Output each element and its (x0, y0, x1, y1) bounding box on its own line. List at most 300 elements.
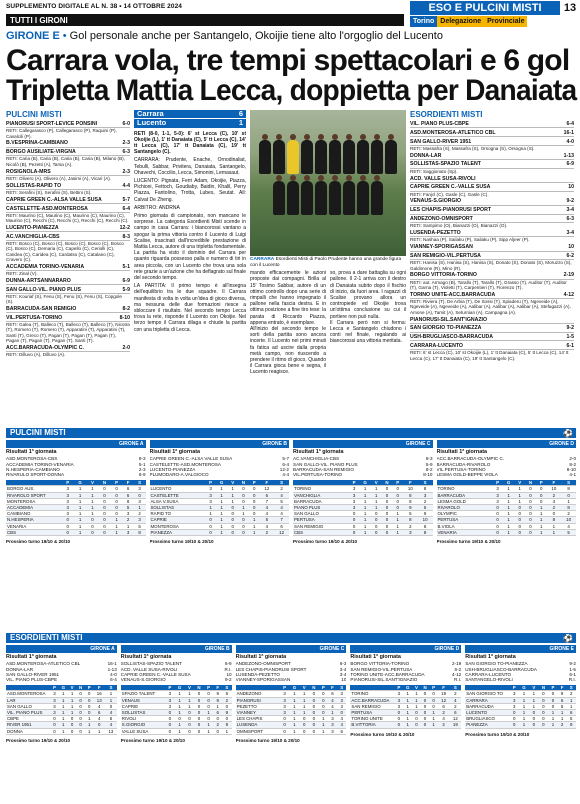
table-cell: 0 (185, 722, 194, 728)
group-subtitle: Risultati 1ª giornata (120, 654, 172, 661)
table-cell: 1 (122, 523, 133, 529)
table-cell: 0 (309, 703, 319, 709)
list-item (410, 216, 574, 229)
match-scorers: RETI: Caria (B), Caria (B), Caria (B), Caria (B), Milano (B), Nicolò (B), Pezetti (A), Tarsa (A). (6, 156, 125, 167)
table-cell: 1 (87, 511, 99, 517)
table-cell: 1 (216, 505, 228, 511)
result-row (6, 472, 146, 477)
table-cell: 0 (227, 529, 238, 535)
list-item (410, 161, 574, 174)
table-cell: 3 (165, 703, 174, 709)
result-score: 8-2 (425, 466, 433, 472)
table-cell: 1 (319, 716, 328, 722)
match-score: 10 (568, 184, 574, 191)
table-cell: P (249, 480, 260, 486)
list-item (410, 184, 574, 197)
table-cell: 0 (429, 697, 437, 703)
table-cell: 2 (274, 486, 289, 492)
table-cell: 0 (194, 691, 204, 697)
table-cell: 0 (111, 505, 123, 511)
table-cell: 4 (93, 703, 105, 709)
table-cell: S (561, 480, 576, 486)
match-scorers: RETI: Sampimo (O), Bianazzi (O), Bianazzi (O). (410, 223, 508, 229)
table-cell: 1 (503, 517, 515, 523)
table-cell: 0 (194, 710, 204, 716)
table-cell: 1 (249, 523, 260, 529)
table-cell: ALSA V.SUSA (150, 498, 206, 504)
next-round: Prossimo turno 19/10 & 20/10 (6, 539, 71, 545)
table-cell: 3 (205, 492, 216, 498)
table-cell: 0 (525, 486, 536, 492)
table-cell: 1 (87, 492, 99, 498)
table-cell: 0 (68, 722, 76, 728)
list-item (6, 345, 130, 358)
table-cell: P (548, 685, 557, 691)
table-cell: 3 (349, 498, 360, 504)
table-cell: 1 (227, 492, 238, 498)
article-columns (250, 270, 406, 375)
table-cell: LAR (6, 697, 50, 703)
result-score: 1-13 (107, 666, 117, 672)
table-cell: 1 (59, 722, 68, 728)
table-cell: P (50, 685, 58, 691)
match-teams: TORINO UNITE-ACC.BARRACUDA (410, 291, 496, 298)
table-cell: 6 (213, 710, 222, 716)
table-cell: 6 (438, 703, 450, 709)
list-item (410, 292, 574, 315)
table-cell: 0 (98, 498, 110, 504)
table-cell: 9 (567, 722, 576, 728)
table-cell: 0 (68, 728, 76, 734)
page-number: 13 (563, 2, 577, 14)
table-cell: 0 (349, 529, 360, 535)
table-cell: VENARIA (6, 523, 62, 529)
result-teams: PLUMODARO-A.VALGIOCO (149, 472, 209, 478)
table-cell: 0 (238, 486, 249, 492)
result-teams: VIL.PERTUSA-TORINO (436, 466, 486, 472)
result-score: R.I. (224, 666, 232, 672)
table-cell: 1 (59, 710, 68, 716)
table-cell: 4 (260, 511, 275, 517)
table-cell: SAN GALLO (293, 511, 349, 517)
result-score: 6-1 (569, 671, 576, 677)
table-cell: 3 (337, 703, 346, 709)
table-cell: 3 (280, 703, 289, 709)
table-cell: 3 (328, 716, 337, 722)
table-cell: N (238, 480, 249, 486)
table-cell: 1 (392, 529, 403, 535)
ball-icon: ⚽ (563, 634, 573, 643)
table-cell: VENAUS (121, 697, 165, 703)
table-cell: 0 (421, 716, 430, 722)
list-item (6, 306, 130, 313)
group-label: GIRONE D (350, 646, 461, 653)
table-cell: 1 (503, 486, 515, 492)
table-cell: 5 (561, 529, 576, 535)
table-cell: TORINO UNITE (350, 716, 394, 722)
table-cell: SOLLISTAS (150, 505, 206, 511)
esordienti-results-column (410, 110, 574, 410)
table-cell: 0 (510, 710, 519, 716)
table-cell: 1 (74, 492, 87, 498)
table-cell: 0 (309, 722, 319, 728)
table-cell: 1 (403, 710, 412, 716)
match-teams: SAN GALLO-VIL. PIANO PLUS (6, 286, 81, 293)
table-cell: 0 (76, 703, 85, 709)
table-cell: 13 (105, 728, 117, 734)
list-item (6, 183, 130, 196)
standings-table (437, 480, 577, 536)
table-cell: 1 (85, 716, 93, 722)
table-cell: 1 (403, 716, 412, 722)
table-cell: 0 (111, 486, 123, 492)
table-cell: 1 (429, 722, 437, 728)
table-cell: 3 (403, 529, 418, 535)
table-cell: 3 (395, 703, 403, 709)
table-cell: 1 (359, 486, 371, 492)
table-cell: 0 (548, 697, 557, 703)
result-teams: SAN GALLO-RIVER 1951 (6, 671, 60, 677)
table-cell: 1 (503, 529, 515, 535)
table-cell: 6 (260, 492, 275, 498)
table-row (465, 722, 576, 728)
table-cell: VALLE SUSA (121, 728, 165, 734)
table-cell: 1 (503, 523, 515, 529)
table-row (6, 703, 117, 709)
match-scorers: RETI: Bosco (C), Bosco (C), Bosco (C), Bosco (C), Bosco (C), Bosco (C), Demaria (C), Capello (C), Ceriolli (C), Caridea (C), Caridea (C), Cardatso (C), Catalano (C), Cravero (C). (6, 241, 124, 262)
list-item (410, 272, 574, 290)
table-cell: V (300, 685, 309, 691)
match-row (6, 315, 130, 322)
match-scorers: RETI: Galea (T), Balleco (T), Balleco (T), Balleco (T), Nicotra (T), Romero (T), Romero (T), Apparatini (T), Apparatini (T), Santi (T), Greco (T), Pagan (T), Pagan (T), Pagan (T), Pagan (T), Pagan (T), Pagan (T), Santi (T). (6, 322, 130, 343)
table-cell: 1 (59, 703, 68, 709)
table-cell: 1 (514, 492, 525, 498)
table-cell: 12 (449, 716, 461, 722)
table-cell: ACCADEMIA (6, 505, 62, 511)
result-score: 5-9 (425, 461, 433, 467)
table-cell: 0 (280, 722, 289, 728)
match-teams: VIANNEY-SPORIGASSAN (410, 244, 473, 251)
table-cell: 0 (337, 710, 346, 716)
table-cell: F (547, 480, 562, 486)
table-cell: 0 (539, 691, 549, 697)
table-cell: 1 (216, 511, 228, 517)
table-cell: 3 (62, 505, 74, 511)
table-cell: RIVER 1951 (6, 722, 50, 728)
group-subtitle: Risultati 1ª giornata (293, 449, 344, 456)
table-cell: N (525, 480, 536, 486)
standings-table (121, 685, 232, 735)
table-cell: PEZETTO (236, 703, 280, 709)
standings-table (6, 685, 117, 735)
table-cell: 0 (492, 505, 503, 511)
table-cell: TORINO (437, 486, 493, 492)
headline-secondary: Tripletta Mattia Lecca, doppietta per Danaiata (6, 74, 577, 107)
table-cell: 0 (87, 529, 99, 535)
table-cell: LES CHAPIS (236, 716, 280, 722)
match-teams: BARRACUDA-SAN REMIGIO (6, 306, 77, 313)
table-cell: 3 (328, 728, 337, 734)
table-cell: CARRARA (465, 697, 509, 703)
table-cell: 4 (328, 703, 337, 709)
table-cell: LUCENTO (150, 486, 206, 492)
match-scorers: RETI: aut. Armago (B), Tarallo (T), Tarallo (T), Grasso (T), Auditor (T), Auditor (T), Garna (T), Violetti (T), Carpentieri (T), Fiorenzo (T). (410, 279, 567, 291)
table-cell: 0 (547, 511, 562, 517)
table-cell: 4 (337, 722, 346, 728)
table-cell: 6 (122, 492, 133, 498)
result-teams: VIANNEY-SPORIGASSAN (235, 677, 291, 683)
match-row (6, 225, 130, 232)
table-cell: 1 (412, 697, 420, 703)
match-scorers: RETI: Olivero (A), Olivero (A), Jasimi (A), Vicari (A). (6, 175, 112, 181)
table-cell: 0 (381, 529, 392, 535)
table-cell: 0 (421, 710, 430, 716)
match-teams: USH-BRUGLIASCO-BARRACUDA (410, 334, 493, 341)
table-cell: 6 (274, 523, 289, 529)
table-cell: VENARIA (437, 529, 493, 535)
table-cell: 4 (274, 492, 289, 498)
result-score: 9-2 (569, 661, 576, 667)
list-item (6, 121, 130, 139)
list-item (6, 149, 130, 167)
match-scorers: RETI: Saggionato (Sp). (410, 168, 458, 174)
table-cell: 0 (561, 492, 576, 498)
match-row (410, 121, 574, 128)
table-cell: PIANEZZA (150, 529, 206, 535)
table-cell: 3 (50, 697, 58, 703)
match-teams: SAN GIORGIO TO-PIANEZZA (410, 325, 482, 332)
table-cell: 1 (59, 691, 68, 697)
pulcini-match-list (6, 121, 130, 357)
list-item (410, 121, 574, 128)
table-cell: 3 (62, 486, 74, 492)
table-cell: 0 (395, 722, 403, 728)
match-teams: BORGO VITTORIA-TORINO (410, 272, 477, 279)
table-cell: 4 (449, 697, 461, 703)
table-cell: 1 (519, 697, 529, 703)
table-cell: 0 (249, 486, 260, 492)
match-score: 5-1 (122, 263, 130, 270)
table-cell: 0 (194, 716, 204, 722)
table-cell: 2 (134, 511, 146, 517)
section-label: TUTTI I GIRONI (6, 14, 404, 26)
table-cell: 0 (249, 511, 260, 517)
next-round: Prossimo turno 19/10 & 20/10 (235, 737, 300, 743)
table-cell: 7 (274, 517, 289, 523)
table-row (6, 691, 117, 697)
table-cell: 0 (529, 716, 538, 722)
table-cell: 1 (59, 728, 68, 734)
group-label: GIRONE B (121, 646, 232, 653)
table-cell: 0 (349, 523, 360, 529)
table-row (150, 529, 290, 535)
list-item (410, 230, 574, 243)
table-cell: 0 (111, 511, 123, 517)
table-cell: 0 (85, 703, 93, 709)
table-cell: G (216, 480, 228, 486)
next-round: Prossimo turno 19/10 & 20/10 (149, 539, 214, 545)
section-title: ESO E PULCINI MISTI (410, 1, 560, 15)
match-row (6, 306, 130, 313)
match-score: 2-3 (122, 168, 130, 175)
table-cell: 6 (328, 691, 337, 697)
table-cell: 1 (68, 691, 76, 697)
table-cell: 6 (122, 486, 133, 492)
table-cell: 1 (174, 691, 184, 697)
list-item (6, 234, 130, 262)
match-row (410, 207, 574, 214)
table-cell: 0 (204, 691, 213, 697)
table-cell: 10 (403, 486, 418, 492)
table-cell: 1 (74, 517, 87, 523)
match-scorers: RETI: Kouriaf (S), Fenu (S), Fenu (S), Fenu (S), Copgole (S). (6, 293, 122, 305)
table-cell: 1 (403, 697, 412, 703)
table-cell: 0 (525, 529, 536, 535)
table-cell: 1 (503, 498, 515, 504)
table-cell: 3 (280, 697, 289, 703)
match-row (410, 334, 574, 341)
result-teams: BARRACUDA-SAN REMIGIO (293, 466, 355, 472)
table-cell: 1 (412, 691, 420, 697)
table-cell: 0 (194, 722, 204, 728)
table-cell: 2 (438, 722, 450, 728)
table-cell: 0 (548, 703, 557, 709)
table-cell: 3 (510, 697, 519, 703)
next-round: Prossimo turno 19/10 & 20/10 (120, 737, 185, 743)
table-cell: 1 (216, 523, 228, 529)
table-cell: 1 (548, 722, 557, 728)
result-score: 10 (341, 677, 347, 683)
match-row (6, 140, 130, 147)
table-cell: 3 (492, 486, 503, 492)
table-cell: P (85, 685, 93, 691)
result-score: 6-9 (224, 661, 232, 667)
match-teams: VENAUS-S.GIORGIO (410, 198, 462, 205)
table-cell: 1 (547, 523, 562, 529)
table-cell: 1 (359, 529, 371, 535)
table-cell: 0 (392, 498, 403, 504)
table-cell: 0 (395, 716, 403, 722)
headline-main: Carrara vola, tre tempi spettacolari e 6 gol (6, 44, 570, 77)
table-cell: G (174, 685, 184, 691)
table-cell: 0 (525, 523, 536, 529)
table-cell: 0 (349, 517, 360, 523)
result-row (121, 677, 232, 682)
match-score: 5-9 (122, 286, 130, 293)
match-score: 2-19 (563, 272, 574, 279)
scorebox (134, 110, 246, 129)
match-scorers: RETI: Riviera (T), De Arbia (T), De Sossi (T), Spiaderu (T), Ngeveide (A), Ngeveide (A), Ngeveide (A), Aalibar (A), Aalibar (A), Aalibar (A), Stefagazzi (A), Amone (A), Tamit (A), Seturnian (A), Campagna (A). (410, 299, 571, 315)
table-cell: N (421, 685, 430, 691)
table-cell: 3 (492, 498, 503, 504)
table-row (6, 722, 117, 728)
table-cell: 1 (392, 517, 403, 523)
table-cell: S (274, 480, 289, 486)
table-cell: 1 (359, 505, 371, 511)
esordienti-tables (6, 645, 576, 801)
table-cell: 1 (87, 505, 99, 511)
table-cell: PIANO PLUS (293, 505, 349, 511)
result-row (465, 677, 576, 682)
table-cell: 0 (238, 498, 249, 504)
table-cell: 4 (260, 523, 275, 529)
table-cell: 0 (319, 703, 328, 709)
result-teams: BARRACUDA-RIVAROLO (436, 461, 491, 467)
table-cell: 1 (519, 710, 529, 716)
table-cell: P (111, 480, 123, 486)
table-cell: 4 (561, 523, 576, 529)
table-cell: 0 (98, 492, 110, 498)
table-cell: 3 (62, 492, 74, 498)
result-score: 12-2 (279, 466, 289, 472)
table-cell: 0 (93, 722, 105, 728)
table-cell: 1 (205, 505, 216, 511)
table-cell: 4 (274, 505, 289, 511)
group-label: GIRONE C (293, 441, 433, 448)
table-cell: 0 (525, 517, 536, 523)
table-cell: 0 (395, 710, 403, 716)
table-cell: 0 (525, 498, 536, 504)
table-cell: 0 (62, 523, 74, 529)
scorebox-home: Carrara 6 (134, 110, 246, 119)
table-cell: 12 (274, 529, 289, 535)
table-cell: 0 (525, 492, 536, 498)
match-scorers: RETI: Hanisa (S), Hanisa (S), Hanisa (S), Donato (S), Donato (S), Moruzzo (S), Galdimone (R), Mino (R). (410, 260, 572, 271)
table-cell: VIANNEY (236, 710, 280, 716)
match-teams: SOLLISTAS-RAPID TO (6, 182, 62, 189)
table-row (350, 697, 461, 703)
standings-table (150, 480, 290, 536)
table-cell: 3 (510, 703, 519, 709)
match-score: 2-0 (122, 344, 130, 351)
table-cell: RIVAROLO SPORT (6, 492, 62, 498)
table-cell: 0 (62, 517, 74, 523)
table-cell: V (371, 480, 382, 486)
table-cell: 2 (438, 710, 450, 716)
table-row (6, 728, 117, 734)
table-cell: 1 (359, 498, 371, 504)
table-cell: 1 (59, 697, 68, 703)
table-cell: P (165, 685, 174, 691)
group-label: GIRONE B (150, 441, 290, 448)
table-cell: 0 (185, 728, 194, 734)
table-cell: 1 (185, 697, 194, 703)
result-row (437, 472, 577, 477)
table-cell: G (289, 685, 299, 691)
match-row (6, 169, 130, 176)
table-cell: 8 (418, 486, 433, 492)
table-cell: P (280, 685, 289, 691)
table-cell: 8 (122, 498, 133, 504)
table-cell: 0 (539, 697, 549, 703)
match-score: 1-13 (563, 152, 574, 159)
table-cell: 1 (536, 517, 547, 523)
match-score: 3-4 (566, 207, 574, 214)
table-cell: S.GIORGIO (121, 722, 165, 728)
match-row (410, 343, 574, 350)
group-label: GIRONE A (6, 441, 146, 448)
table-cell: 0 (249, 492, 260, 498)
table-cell: 1 (174, 703, 184, 709)
table-cell: 1 (238, 511, 249, 517)
table-cell: 0 (98, 505, 110, 511)
table-cell: 2 (449, 691, 461, 697)
result-teams: LUSENDA-PEZETTO (235, 671, 280, 677)
table-cell: 4 (105, 722, 117, 728)
result-teams: ACC.BARRACUDA-OLYMPIC C. (436, 456, 505, 462)
table-cell: S (337, 685, 346, 691)
table-cell: 1 (213, 703, 222, 709)
